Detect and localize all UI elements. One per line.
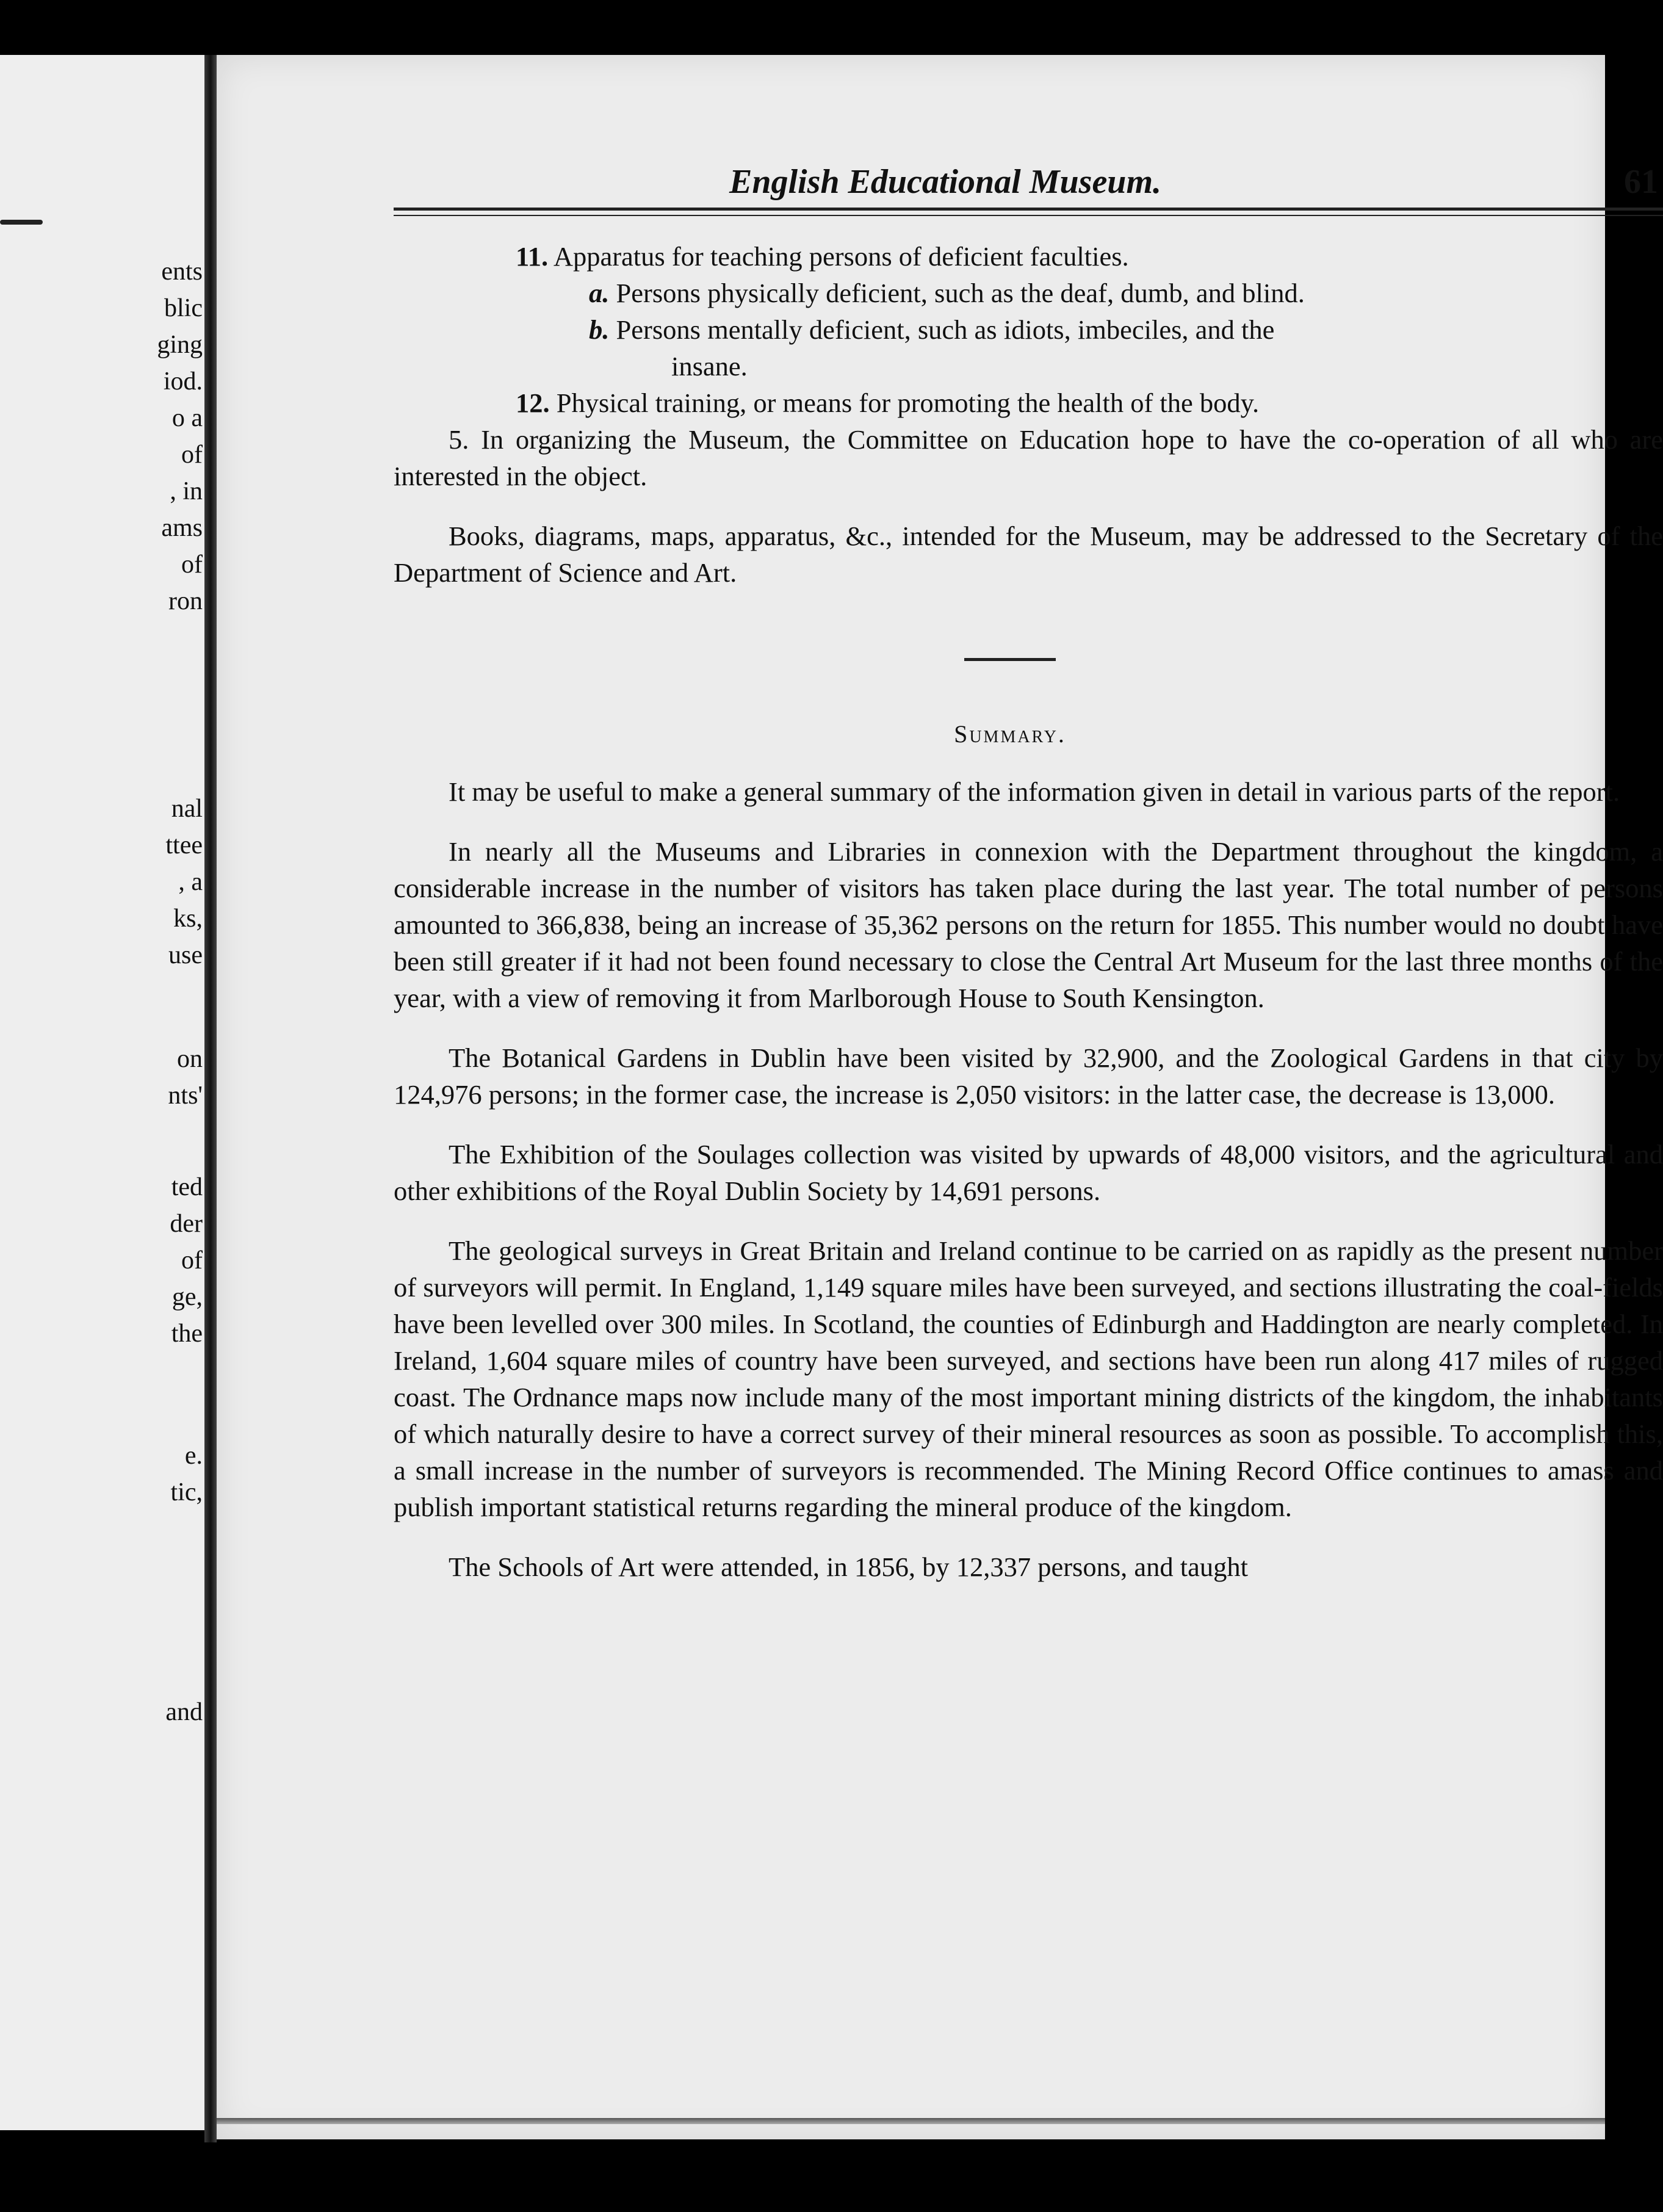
previous-page-fragment: the (171, 1320, 203, 1348)
previous-page-fragment: ams (161, 514, 203, 542)
previous-page-fragment: use (168, 941, 203, 969)
previous-page-fragment: tic, (170, 1478, 203, 1506)
list-text: Apparatus for teaching persons of deficient faculties. (553, 241, 1129, 272)
previous-page-fragment: of (181, 551, 203, 579)
previous-page-fragment: , a (178, 868, 203, 896)
paragraph: The geological surveys in Great Britain and Ireland continue to be carried on as rapidly as the present number of surveyors will permit. In England, 1,149 square miles have been surveyed, and sections illustrating the coal-fields have been levelled over 300 miles. In Scotland, the counties of Edinburgh and Haddington are nearly completed. In Ireland, 1,604 square miles of country have been surveyed, and sections have been run along 417 miles of rugged coast. The Ordnance maps now include many of the most important mining districts of the kingdom, the inhabitants of which naturally desire to have a correct survey of their mineral resources as soon as possible. To accomplish this, a small increase in the number of surveyors is recommended. The Mining Record Office continues to amass and publish important statistical returns regarding the mineral produce of the kingdom. (394, 1235, 1663, 1522)
previous-page-fragment: of (181, 441, 203, 469)
list-item (394, 311, 1663, 385)
paragraph: The Botanical Gardens in Dublin have been visited by 32,900, and the Zoological Gardens in that city by 124,976 persons; in the former case, the increase is 2,050 visitors: in the latter case, the decrease is 13,000. (394, 1043, 1663, 1110)
previous-page-fragment: ted (171, 1173, 203, 1201)
header-rule-thin (394, 215, 1663, 216)
previous-page-fragment: e. (184, 1442, 203, 1470)
previous-page-fragment: o a (171, 404, 203, 432)
previous-page-fragment: ttee (165, 831, 203, 859)
list-item (394, 385, 1663, 421)
list-text: Physical training, or means for promoting the health of the body. (556, 388, 1260, 418)
list-letter: a. (589, 278, 610, 308)
previous-page-fragment: , in (170, 477, 203, 505)
paragraph: 5. In organizing the Museum, the Committee on Education hope to have the co-operation of all who are interested in the object. (394, 424, 1663, 491)
list-text: Persons physically deficient, such as the deaf, dumb, and blind. (616, 278, 1305, 308)
paragraph: The Schools of Art were attended, in 1856, by 12,337 persons, and taught (449, 1552, 1249, 1582)
previous-page-fragment: ge, (171, 1283, 203, 1311)
list-item (394, 275, 1663, 311)
list-text: Persons mentally deficient, such as idiots, imbeciles, and the (616, 314, 1275, 345)
previous-page-fragment: on (177, 1045, 203, 1073)
page (217, 55, 1663, 2139)
previous-page-fragment: ents (161, 258, 203, 286)
list-number: 12. (516, 388, 550, 418)
list-number: 11. (516, 241, 549, 272)
previous-page-fragment: ron (168, 587, 203, 615)
previous-page-fragment: iod. (163, 367, 203, 396)
page-header (394, 140, 1663, 201)
previous-page-fragment: nts' (168, 1082, 203, 1110)
paragraph: Books, diagrams, maps, apparatus, &c., intended for the Museum, may be addressed to the Secretary of the Department of Science and Art. (394, 521, 1663, 588)
previous-page-fragment: blic (164, 294, 203, 322)
paragraph: The Exhibition of the Soulages collection was visited by upwards of 48,000 visitors, and the agricultural and other exhibitions of the Royal Dublin Society by 14,691 persons. (394, 1139, 1663, 1206)
section-heading: Summary. (954, 720, 1066, 748)
running-head: English Educational Museum. (729, 163, 1162, 201)
list-text-continuation: insane. (671, 351, 748, 381)
paragraph: In nearly all the Museums and Libraries in connexion with the Department throughout the kingdom, a considerable increase in the number of visitors has taken place during the last year. The total number of persons amounted to 366,838, being an increase of 35,362 persons on the return for 1855. This number would no doubt have been still greater if it had not been found necessary to close the Central Art Museum for the last three months of the year, with a view of removing it from Marlborough House to South Kensington. (394, 836, 1663, 1013)
list-letter: b. (589, 314, 610, 345)
previous-page-fragment: ks, (173, 905, 203, 933)
previous-page-fragment: der (170, 1210, 203, 1238)
page-number: 61 (1624, 163, 1658, 201)
previous-page-fragment: and (165, 1698, 203, 1726)
previous-page-rule (0, 220, 43, 225)
page-body (394, 238, 1663, 1585)
previous-page-fragment: ging (157, 331, 203, 359)
previous-page-fragment: of (181, 1246, 203, 1274)
previous-page-edge (0, 55, 207, 2130)
section-divider (964, 658, 1056, 661)
previous-page-fragment: nal (171, 795, 203, 823)
page-bottom-edge (217, 2118, 1605, 2124)
header-rule (394, 208, 1663, 211)
book-gutter (204, 55, 217, 2142)
paragraph: It may be useful to make a general summary of the information given in detail in various parts of the report. (449, 776, 1620, 807)
list-item (394, 238, 1663, 275)
